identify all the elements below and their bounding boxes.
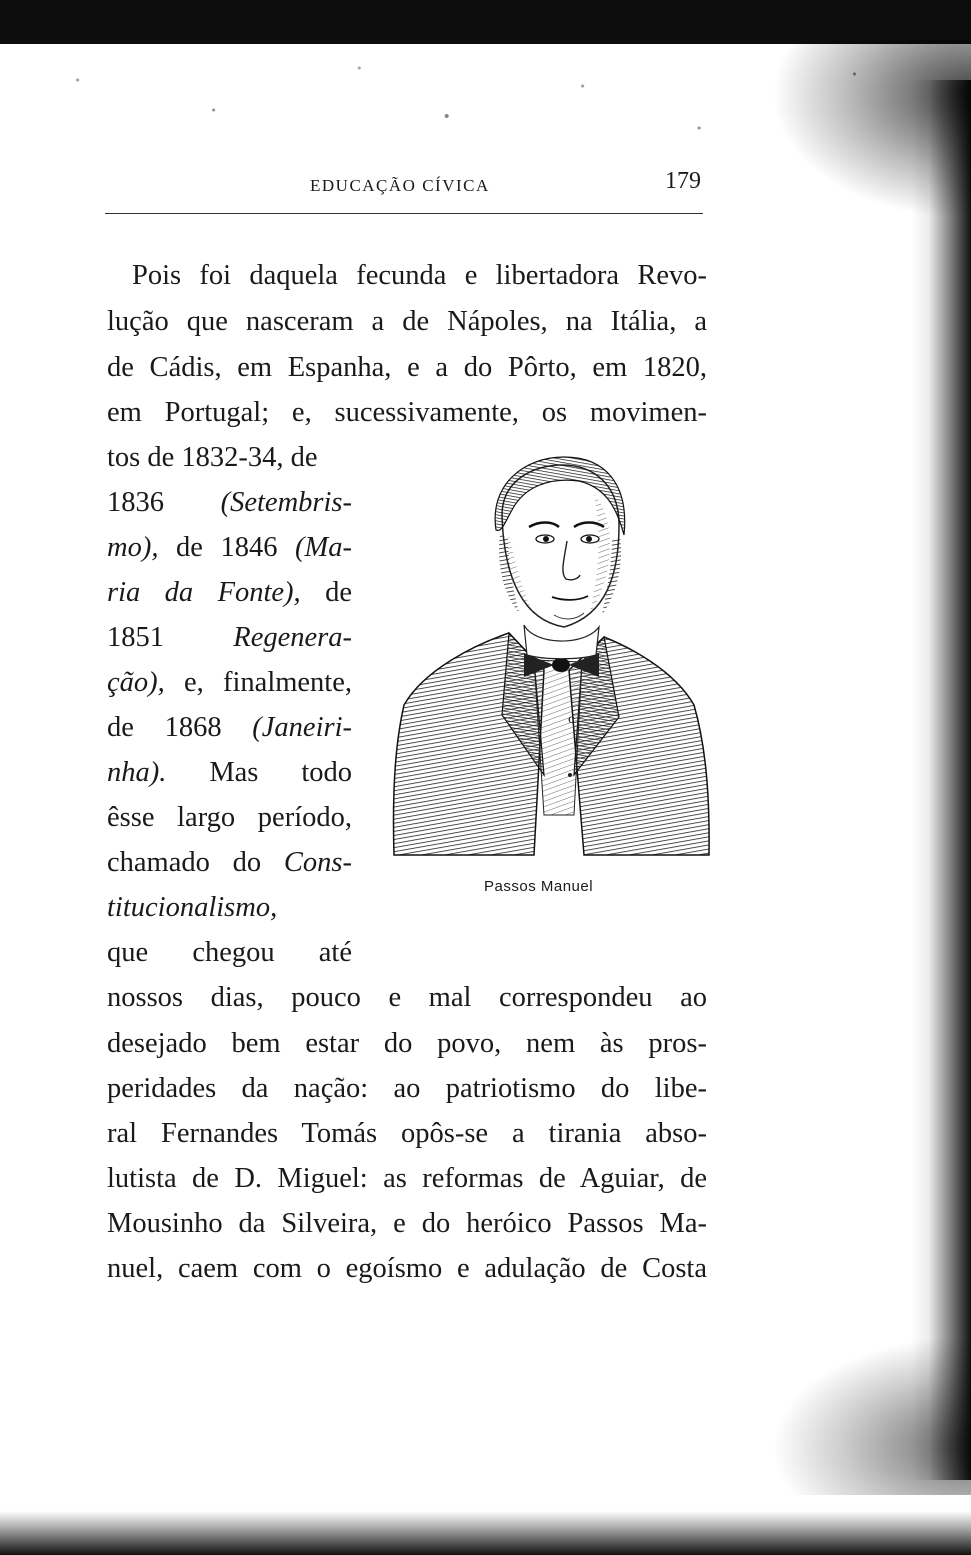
- text-line: [107, 534, 352, 568]
- text-span: e, finalmente,: [184, 669, 352, 698]
- text-span-italic: ria da Fonte),: [107, 579, 301, 608]
- scan-border-bottom: [0, 1511, 971, 1555]
- text-span-italic: mo),: [107, 534, 159, 563]
- text-span-italic: (Janeiri-: [252, 714, 352, 743]
- text-span: 1836: [107, 489, 164, 518]
- text-span: 1851: [107, 624, 164, 653]
- text-line: [107, 759, 352, 793]
- text-line: nuel, caem com o egoísmo e adulação de Costa: [107, 1255, 707, 1284]
- text-span-italic: (Setembris-: [220, 489, 352, 518]
- text-line: Pois foi daquela fecunda e libertadora Revo-: [132, 262, 707, 291]
- header-rule: [105, 213, 703, 214]
- text-line: [107, 669, 352, 703]
- text-line: titucionalismo,: [107, 894, 278, 923]
- text-line: peridades da nação: ao patriotismo do libe-: [107, 1075, 707, 1104]
- text-line: [107, 624, 352, 658]
- figure-caption: Passos Manuel: [484, 878, 594, 895]
- text-span: de 1868: [107, 714, 222, 743]
- text-line: êsse largo período,: [107, 804, 352, 833]
- text-line: desejado bem estar do povo, nem às pros-: [107, 1030, 707, 1059]
- text-line: nossos dias, pouco e mal correspondeu ao: [107, 984, 707, 1013]
- text-line: [107, 849, 352, 883]
- portrait-illustration: [384, 455, 714, 875]
- running-head: [105, 168, 705, 208]
- text-span-italic: nha).: [107, 759, 167, 788]
- text-line: [107, 579, 352, 613]
- running-title: EDUCAÇÃO CÍVICA: [310, 176, 490, 195]
- text-line: que chegou até: [107, 939, 352, 968]
- text-line: em Portugal; e, sucessivamente, os movimen-: [107, 399, 707, 428]
- text-line: Mousinho da Silveira, e do heróico Passos Ma-: [107, 1210, 707, 1239]
- text-line: lutista de D. Miguel: as reformas de Aguiar, de: [107, 1165, 707, 1194]
- scan-shadow-bottom-right: [771, 1335, 971, 1495]
- text-span: de: [325, 579, 352, 608]
- page-number: 179: [665, 168, 701, 194]
- text-span-italic: Cons-: [283, 849, 352, 878]
- text-line: tos de 1832-34, de: [107, 444, 318, 473]
- svg-text:c: c: [568, 712, 575, 726]
- scan-border-top: [0, 0, 971, 44]
- text-line: ral Fernandes Tomás opôs-se a tirania abso-: [107, 1120, 707, 1149]
- scan-shadow-top-right: [771, 40, 971, 220]
- text-line: de Cádis, em Espanha, e a do Pôrto, em 1820,: [107, 354, 707, 383]
- text-span-italic: (Ma-: [295, 534, 352, 563]
- text-span: Mas todo: [209, 759, 352, 788]
- text-line: lução que nasceram a de Nápoles, na Itália, a: [107, 308, 707, 337]
- text-span-italic: Regenera-: [233, 624, 352, 653]
- text-line: [107, 489, 352, 523]
- text-span: de 1846: [176, 534, 278, 563]
- text-line: [107, 714, 352, 748]
- text-span: chamado do: [107, 849, 262, 878]
- portrait-figure: [384, 455, 714, 875]
- text-span-italic: ção),: [107, 669, 165, 698]
- scan-border-right: [911, 80, 971, 1480]
